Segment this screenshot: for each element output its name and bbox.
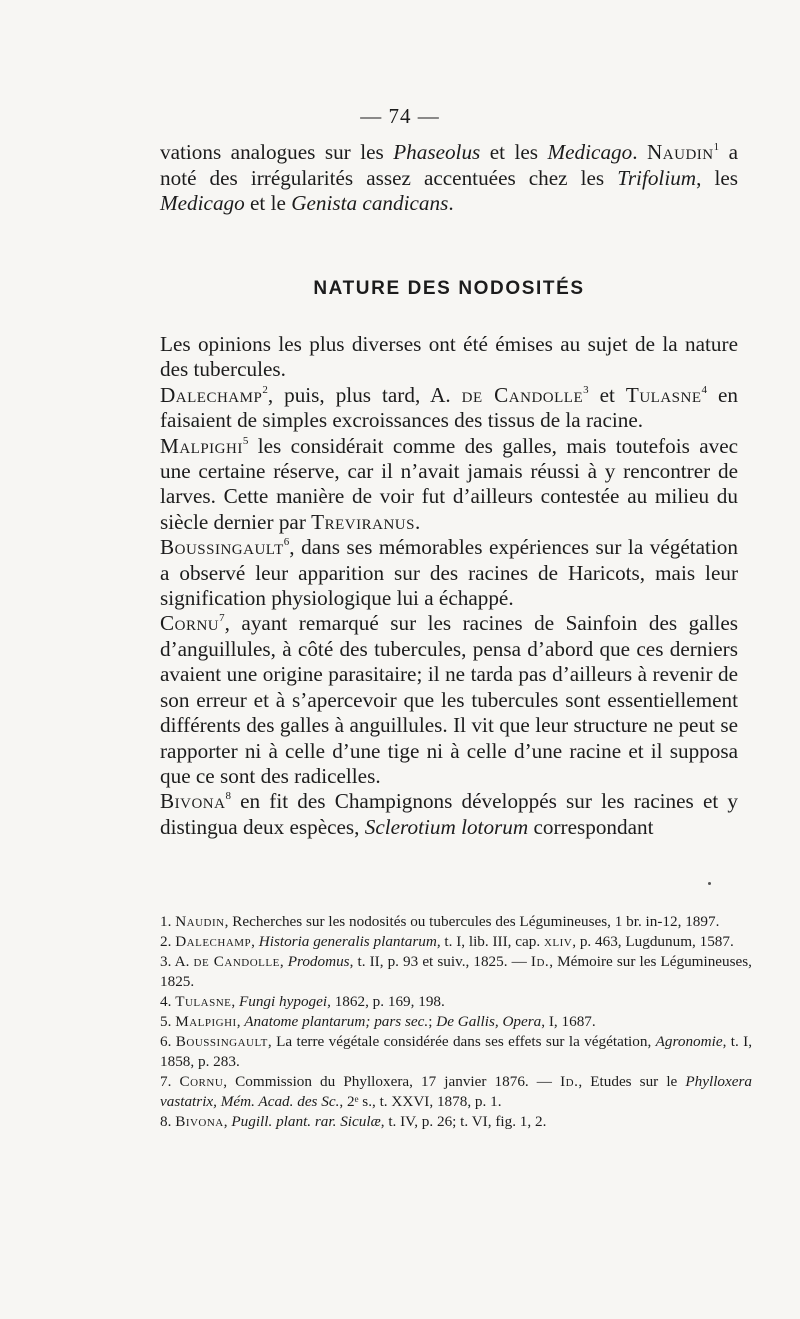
text: , (251, 933, 259, 950)
text: , 1862, p. 169, 198. (327, 993, 445, 1010)
footnote-ref: 1 (713, 141, 720, 153)
text: , Mémoire sur les Légumineuses, 1825. (160, 953, 752, 990)
author-name: Boussingault (160, 535, 284, 560)
work-title: Phylloxera vastatrix, Mém. Acad. des Sc. (160, 1073, 753, 1110)
author-name: Naudin (175, 913, 225, 930)
work-title: De Gallis, Opera (436, 1013, 542, 1030)
text: en faisaient de simples excroissances des tissus de la racine. (160, 382, 739, 433)
text: et le (244, 191, 292, 215)
footnote-ref: 6 (283, 536, 290, 549)
text: , t. I, 1858, p. 283. (160, 1033, 753, 1070)
paragraph (160, 789, 738, 840)
author-name: Treviranus (311, 509, 415, 534)
particle: de (461, 382, 483, 407)
taxon: Medicago (547, 140, 633, 164)
footnote-ref: 4 (701, 383, 708, 396)
text: , Etudes sur le (578, 1073, 686, 1090)
footnotes (160, 912, 752, 1132)
footnote (160, 1112, 752, 1132)
footnote (160, 992, 752, 1012)
paragraph (160, 434, 738, 536)
footnote (160, 912, 752, 932)
text: , puis, plus tard, A. (267, 382, 462, 407)
author-name: Naudin (647, 140, 714, 164)
footnote (160, 1032, 752, 1072)
author-name: Malpighi (160, 433, 243, 458)
taxon: Phaseolus (393, 140, 481, 164)
text: . (632, 140, 647, 164)
taxon: Medicago (160, 191, 245, 215)
author-name: Tulasne (175, 993, 232, 1010)
footnote-ref: 2 (262, 383, 268, 396)
intro-paragraph (160, 140, 738, 217)
footnote-ref: 8 (225, 790, 231, 803)
ibidem: Id. (530, 953, 550, 970)
taxon: Genista candicans (291, 191, 449, 215)
section-heading: NATURE DES NODOSITÉS (313, 278, 585, 299)
text: , 2ᵉ s., t. XXVI, 1878, p. 1. (339, 1093, 502, 1110)
text: , (279, 953, 288, 970)
work-title: Pugill. plant. rar. Siculæ (231, 1113, 381, 1130)
work-title: Agronomie (655, 1033, 723, 1050)
footnote-number: 4. (160, 993, 176, 1010)
footnote-ref: 5 (242, 434, 249, 447)
text: . (448, 191, 454, 215)
text: et les (480, 140, 548, 164)
author-name: Candolle (482, 382, 584, 407)
author-name: Cornu (179, 1073, 224, 1090)
print-speck (708, 882, 711, 885)
footnote (160, 952, 752, 992)
footnote-number: 1. (160, 913, 176, 930)
text: , (231, 993, 239, 1010)
footnote-number: 7. (160, 1073, 180, 1090)
text: , t. I, lib. III, cap. (436, 933, 544, 950)
paragraph (160, 383, 738, 434)
work-title: Historia generalis plantarum (258, 933, 437, 950)
author-name: Dalechamp (160, 382, 263, 407)
work-title: Fungi hypogei (238, 993, 328, 1010)
author-name: Dalechamp (175, 933, 252, 950)
paragraph (160, 535, 738, 611)
footnote (160, 1012, 752, 1032)
text: en fit des Champignons développés sur les racines et y distingua deux espèces, (160, 789, 738, 839)
chapter: xliv (543, 933, 573, 950)
work-title: Prodomus (287, 953, 350, 970)
footnote-number: 5. (160, 1013, 176, 1030)
page-number: — 74 — (360, 104, 440, 128)
text: , t. II, p. 93 et suiv., 1825. — (349, 953, 531, 970)
work-title: Anatome plantarum; pars sec. (244, 1013, 429, 1030)
text: ; (428, 1013, 437, 1030)
footnote-number: 8. (160, 1113, 176, 1130)
text: a noté des irrégularités assez accentuées chez les (160, 140, 739, 190)
text: les considérait comme des galles, mais toutefois avec une certaine réserve, car il n’avait jamais réussi à y rencontrer de larves. Cette manière de voir fut d’ailleurs contestée au milieu du siècle dernier par (160, 433, 738, 534)
author-name: Malpighi (175, 1013, 237, 1030)
text: , La terre végétale considérée dans ses effets sur la végétation, (267, 1033, 656, 1050)
footnote (160, 932, 752, 952)
text: , I, 1687. (541, 1013, 596, 1030)
footnote-number: 3. A. (160, 953, 194, 970)
footnote-ref: 3 (583, 383, 589, 396)
author-name: Boussingault (175, 1033, 268, 1050)
author-name: Cornu (160, 611, 220, 636)
text: , Commission du Phylloxera, 17 janvier 1876. — (223, 1073, 561, 1090)
text: , les (696, 165, 738, 190)
text: , p. 463, Lugdunum, 1587. (572, 933, 734, 950)
text: correspondant (528, 814, 654, 839)
taxon: Sclerotium lotorum (364, 814, 529, 839)
text: , (236, 1013, 245, 1030)
footnote-number: 6. (160, 1033, 176, 1050)
author-name: Tulasne (625, 382, 702, 407)
paragraph (160, 611, 738, 789)
text: et (588, 382, 626, 407)
author-name: Bivona (160, 789, 226, 814)
ibidem: Id. (560, 1073, 579, 1090)
section-body (160, 332, 738, 840)
paragraph: Les opinions les plus diverses ont été émises au sujet de la nature des tubercules. (160, 332, 738, 382)
text: . (414, 509, 421, 534)
footnote-number: 2. (160, 933, 176, 950)
text: vations analogues sur les (160, 140, 394, 164)
text: , ayant remarqué sur les racines de Sainfoin des galles d’anguillules, à côté des tubercules, pensa d’abord que ces derniers avaient une origine parasitaire; il ne tarda pas d’ailleurs à revenir de son erreur et à s’apercevoir que les tubercules sont essentiellement différents des galles à anguillules. Il vit que leur structure ne peut se rapporter ni à celle d’une tige ni à celle d’une racine et il supposa que ce sont des radicelles. (160, 611, 738, 788)
taxon: Trifolium (617, 165, 697, 190)
text: , (223, 1113, 232, 1130)
footnote (160, 1072, 752, 1112)
footnote-ref: 7 (219, 612, 225, 625)
author-name: de Candolle (193, 953, 280, 970)
text: , Recherches sur les nodosités ou tubercules des Légumineuses, 1 br. in-12, 1897. (224, 913, 720, 930)
text: , dans ses mémorables expériences sur la végétation a observé leur apparition sur des racines de Haricots, mais leur signification physiologique lui a échappé. (160, 535, 738, 611)
author-name: Bivona (175, 1113, 224, 1130)
text: , t. IV, p. 26; t. VI, fig. 1, 2. (380, 1113, 547, 1130)
